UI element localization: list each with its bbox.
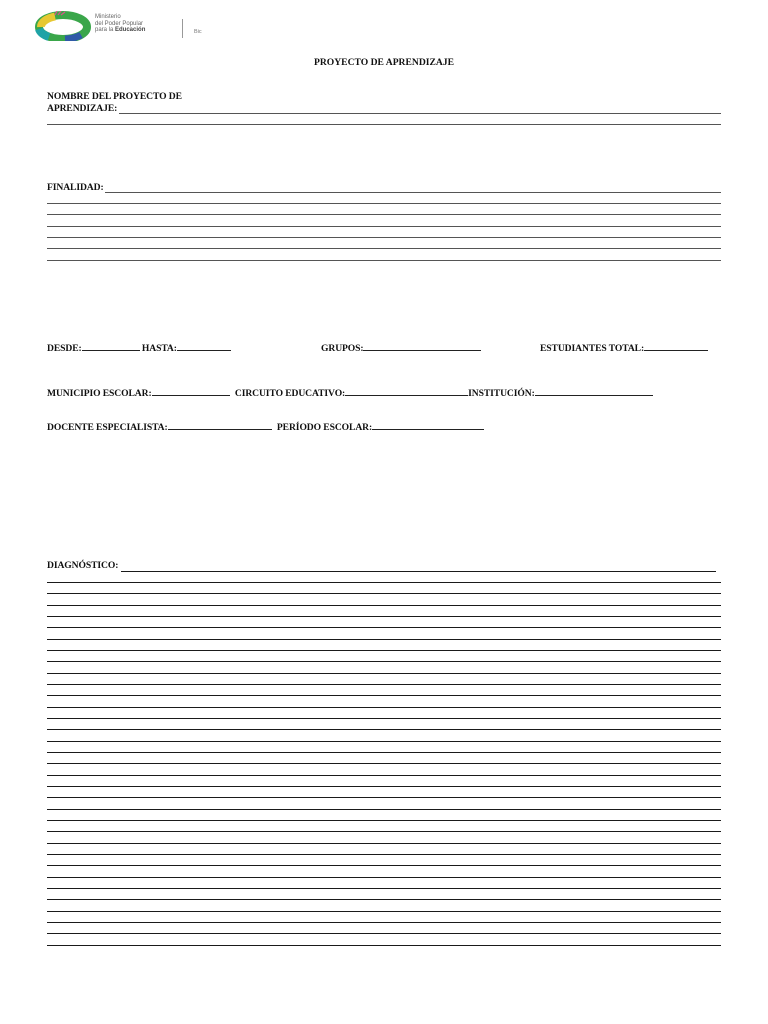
finalidad-line[interactable] <box>47 203 721 204</box>
diagnostico-line[interactable] <box>47 922 721 923</box>
finalidad-line[interactable] <box>47 214 721 215</box>
diagnostico-line[interactable] <box>47 627 721 628</box>
diagnostico-line[interactable] <box>47 582 721 583</box>
diagnostico-line[interactable] <box>47 707 721 708</box>
institucion-label: INSTITUCIÓN: <box>468 388 535 399</box>
estudiantes-total-label: ESTUDIANTES TOTAL: <box>540 343 645 354</box>
diagnostico-line[interactable] <box>47 933 721 934</box>
ministry-ring-logo-icon <box>35 11 91 41</box>
finalidad-line[interactable] <box>47 248 721 249</box>
docente-especialista-label: DOCENTE ESPECIALISTA: <box>47 422 168 433</box>
diagnostico-line[interactable] <box>47 729 721 730</box>
diagnostico-line[interactable] <box>47 843 721 844</box>
diagnostico-line[interactable] <box>47 718 721 719</box>
logo-divider <box>182 19 183 38</box>
docente-group <box>47 420 484 433</box>
diagnostico-label: DIAGNÓSTICO: <box>47 560 119 571</box>
document-title: PROYECTO DE APRENDIZAJE <box>313 57 455 68</box>
logo-line-3-bold: Educación <box>115 27 146 33</box>
diagnostico-line[interactable] <box>47 661 721 662</box>
periodo-escolar-label: PERÍODO ESCOLAR: <box>276 422 373 433</box>
diagnostico-line[interactable] <box>47 877 721 878</box>
diagnostico-line[interactable] <box>47 650 721 651</box>
institucion-field[interactable] <box>535 386 653 396</box>
project-name-label-line2: APRENDIZAJE: <box>47 103 118 114</box>
municipio-escolar-label: MUNICIPIO ESCOLAR: <box>47 388 152 399</box>
hasta-field[interactable] <box>177 341 231 351</box>
periodo-escolar-field[interactable] <box>372 420 484 430</box>
circuito-educativo-field[interactable] <box>345 386 468 396</box>
finalidad-line[interactable] <box>47 260 721 261</box>
logo-line-1: Ministerio <box>95 14 121 20</box>
ministry-name <box>95 14 145 34</box>
desde-group <box>47 341 231 354</box>
finalidad-label: FINALIDAD: <box>47 182 104 193</box>
diagnostico-line[interactable] <box>47 797 721 798</box>
grupos-label: GRUPOS: <box>321 343 364 354</box>
finalidad-line[interactable] <box>47 237 721 238</box>
hasta-label: HASTA: <box>141 343 177 354</box>
estudiantes-total-group <box>540 341 708 354</box>
diagnostico-line[interactable] <box>47 888 721 889</box>
municipio-escolar-field[interactable] <box>152 386 230 396</box>
docente-especialista-field[interactable] <box>168 420 272 430</box>
grupos-group <box>321 341 481 354</box>
desde-label: DESDE: <box>47 343 82 354</box>
project-name-field-line-2[interactable] <box>47 124 721 125</box>
diagnostico-line[interactable] <box>47 695 721 696</box>
diagnostico-line[interactable] <box>47 741 721 742</box>
diagnostico-line[interactable] <box>47 945 721 946</box>
diagnostico-line[interactable] <box>47 865 721 866</box>
diagnostico-line[interactable] <box>47 820 721 821</box>
project-name-field[interactable] <box>119 113 721 114</box>
diagnostico-line[interactable] <box>47 831 721 832</box>
diagnostico-line[interactable] <box>47 854 721 855</box>
diagnostico-line[interactable] <box>47 673 721 674</box>
project-name-label-line1: NOMBRE DEL PROYECTO DE <box>47 91 182 102</box>
diagnostico-line[interactable] <box>47 684 721 685</box>
circuito-educativo-label: CIRCUITO EDUCATIVO: <box>234 388 346 399</box>
finalidad-field[interactable] <box>105 192 721 193</box>
estudiantes-total-field[interactable] <box>644 341 708 351</box>
diagnostico-line[interactable] <box>47 593 721 594</box>
logo-side-text: Bic <box>194 29 202 35</box>
logo-line-3-prefix: para la <box>95 27 116 33</box>
diagnostico-line[interactable] <box>47 605 721 606</box>
diagnostico-line[interactable] <box>47 763 721 764</box>
diagnostico-line[interactable] <box>47 786 721 787</box>
diagnostico-field[interactable] <box>121 571 716 572</box>
diagnostico-line[interactable] <box>47 639 721 640</box>
finalidad-line[interactable] <box>47 226 721 227</box>
ministry-logo <box>35 11 91 41</box>
diagnostico-line[interactable] <box>47 809 721 810</box>
municipio-group <box>47 386 653 399</box>
logo-line-2: del Poder Popular <box>95 20 144 27</box>
logo-line-3 <box>95 27 145 34</box>
diagnostico-line[interactable] <box>47 752 721 753</box>
diagnostico-line[interactable] <box>47 899 721 900</box>
diagnostico-line[interactable] <box>47 911 721 912</box>
diagnostico-line[interactable] <box>47 775 721 776</box>
grupos-field[interactable] <box>363 341 481 351</box>
desde-field[interactable] <box>82 341 140 351</box>
diagnostico-line[interactable] <box>47 616 721 617</box>
